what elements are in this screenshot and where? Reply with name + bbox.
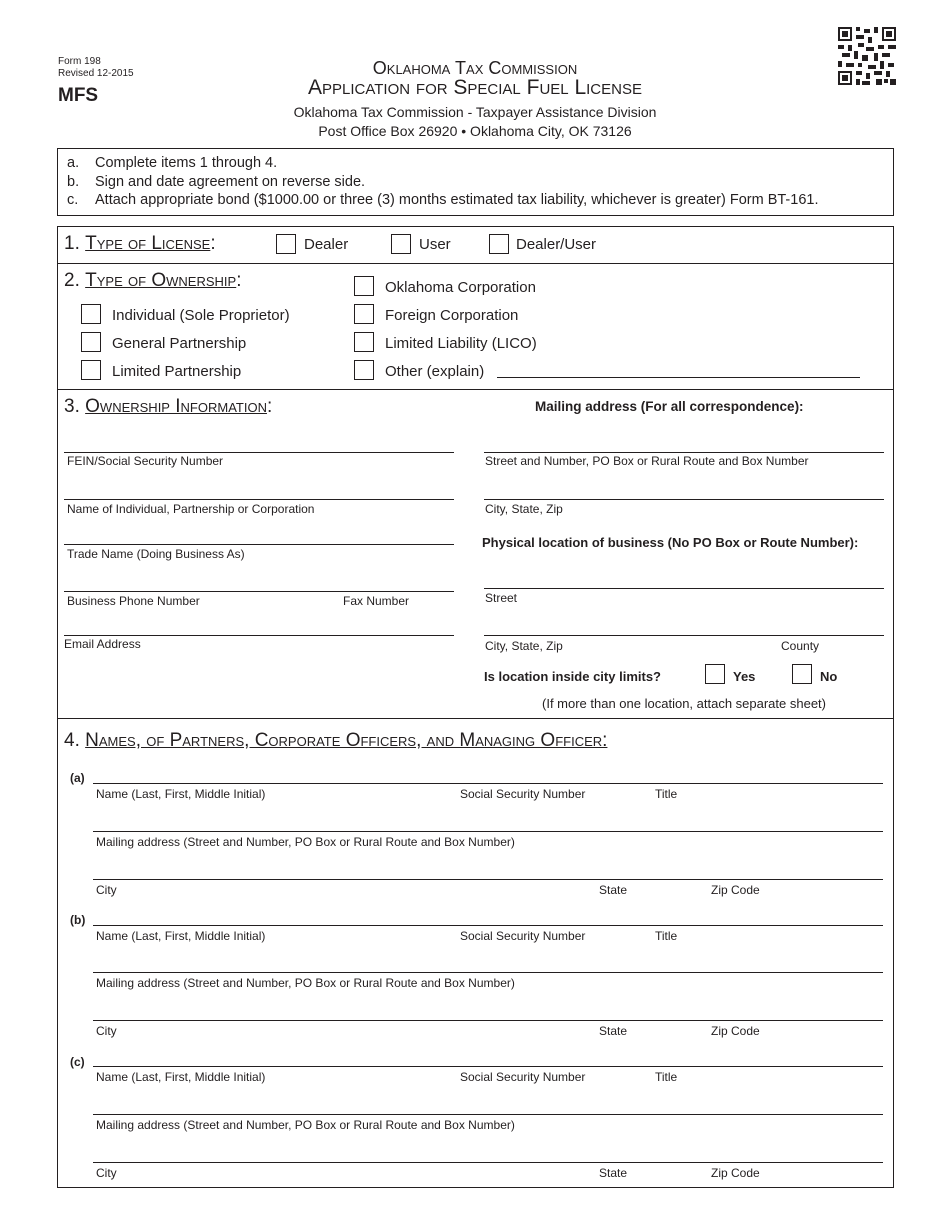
form-number: Form 198 (58, 56, 101, 67)
entry-b-marker: (b) (70, 913, 86, 927)
entry-a-name-label: Name (Last, First, Middle Initial) (96, 787, 266, 801)
foreign-corporation-label: Foreign Corporation (385, 307, 519, 324)
dealer-user-label: Dealer/User (516, 236, 597, 253)
divider (57, 263, 893, 264)
entry-b-name-label: Name (Last, First, Middle Initial) (96, 929, 266, 943)
entry-c-city-field[interactable] (93, 1162, 883, 1163)
entry-a-ssn-label: Social Security Number (460, 787, 586, 801)
entry-a-name-field[interactable] (93, 783, 883, 784)
entry-c-zip-label: Zip Code (711, 1166, 760, 1180)
entry-c-name-label: Name (Last, First, Middle Initial) (96, 1070, 266, 1084)
other-label: Other (explain) (385, 363, 485, 380)
phone-fax-field[interactable] (64, 591, 454, 592)
entry-a-mailing-field[interactable] (93, 831, 883, 832)
instruction-item: a. Complete items 1 through 4. (67, 155, 278, 171)
mailing-street-field[interactable] (484, 452, 884, 453)
dealer-label: Dealer (304, 236, 349, 253)
entry-c-state-label: State (599, 1166, 628, 1180)
email-field[interactable] (64, 635, 454, 636)
city-limits-yes-checkbox[interactable] (705, 664, 725, 684)
entry-b-state-label: State (599, 1024, 628, 1038)
physical-street-field[interactable] (484, 588, 884, 589)
oklahoma-corporation-label: Oklahoma Corporation (385, 279, 536, 296)
name-field[interactable] (64, 499, 454, 500)
limited-liability-checkbox[interactable] (354, 332, 374, 352)
mailing-city-label: City, State, Zip (485, 502, 563, 516)
entry-a-city-field[interactable] (93, 879, 883, 880)
user-checkbox[interactable] (391, 234, 411, 254)
entry-b-city-label: City (96, 1024, 117, 1038)
entry-a-state-label: State (599, 883, 628, 897)
division-address: Post Office Box 26920 • Oklahoma City, OK 73126 (318, 123, 632, 139)
entry-c-title-label: Title (655, 1070, 678, 1084)
oklahoma-corporation-checkbox[interactable] (354, 276, 374, 296)
mailing-street-label: Street and Number, PO Box or Rural Route and Box Number (485, 454, 809, 468)
entry-c-marker: (c) (70, 1055, 85, 1069)
physical-city-label: City, State, Zip (485, 639, 563, 653)
section1-heading: 1. Type of License: (64, 233, 216, 254)
form-code: MFS (58, 85, 99, 106)
general-partnership-checkbox[interactable] (81, 332, 101, 352)
limited-partnership-label: Limited Partnership (112, 363, 242, 380)
entry-c-mailing-label: Mailing address (Street and Number, PO Box or Rural Route and Box Number) (96, 1118, 515, 1132)
physical-street-label: Street (485, 591, 518, 605)
agency-name: Oklahoma Tax Commission (372, 58, 578, 78)
entry-b-name-field[interactable] (93, 925, 883, 926)
limited-partnership-checkbox[interactable] (81, 360, 101, 380)
dealer-user-checkbox[interactable] (489, 234, 509, 254)
section4-heading: 4. Names, of Partners, Corporate Officers, and Managing Officer: (64, 730, 608, 751)
foreign-corporation-checkbox[interactable] (354, 304, 374, 324)
entry-b-title-label: Title (655, 929, 678, 943)
section3-heading: 3. Ownership Information: (64, 396, 273, 417)
physical-city-field[interactable] (484, 635, 884, 636)
individual-label: Individual (Sole Proprietor) (112, 307, 290, 324)
entry-c-mailing-field[interactable] (93, 1114, 883, 1115)
instruction-item: c. Attach appropriate bond ($1000.00 or three (3) months estimated tax liability, whichever is greater) Form BT-161. (67, 192, 819, 208)
fein-field[interactable] (64, 452, 454, 453)
city-limits-question: Is location inside city limits? (484, 669, 661, 684)
general-partnership-label: General Partnership (112, 335, 247, 352)
name-label: Name of Individual, Partnership or Corporation (67, 502, 315, 516)
trade-name-label: Trade Name (Doing Business As) (67, 547, 245, 561)
revision-date: Revised 12-2015 (58, 68, 134, 79)
city-limits-no-label: No (820, 669, 838, 684)
other-explain-field[interactable] (497, 377, 860, 378)
division-name: Oklahoma Tax Commission - Taxpayer Assistance Division (293, 104, 657, 120)
instructions-list (67, 154, 818, 210)
trade-name-field[interactable] (64, 544, 454, 545)
other-checkbox[interactable] (354, 360, 374, 380)
phone-label: Business Phone Number (67, 594, 200, 608)
entry-a-city-label: City (96, 883, 117, 897)
individual-checkbox[interactable] (81, 304, 101, 324)
instruction-item: b. Sign and date agreement on reverse side. (67, 173, 366, 190)
city-limits-yes-label: Yes (733, 669, 756, 684)
form-title: Application for Special Fuel License (308, 76, 642, 99)
entry-b-zip-label: Zip Code (711, 1024, 760, 1038)
divider (57, 389, 893, 390)
entry-a-title-label: Title (655, 787, 678, 801)
multiple-location-note: (If more than one location, attach separate sheet) (542, 696, 827, 711)
entry-a-marker: (a) (70, 771, 85, 785)
mailing-address-heading: Mailing address (For all correspondence): (535, 399, 804, 414)
user-label: User (419, 236, 451, 253)
county-label: County (781, 639, 820, 653)
entry-b-ssn-label: Social Security Number (460, 929, 586, 943)
dealer-checkbox[interactable] (276, 234, 296, 254)
entry-a-mailing-label: Mailing address (Street and Number, PO Box or Rural Route and Box Number) (96, 835, 515, 849)
divider (57, 718, 893, 719)
fein-label: FEIN/Social Security Number (67, 454, 224, 468)
entry-a-zip-label: Zip Code (711, 883, 760, 897)
fax-label: Fax Number (343, 594, 410, 608)
limited-liability-label: Limited Liability (LICO) (385, 335, 537, 352)
entry-b-mailing-field[interactable] (93, 972, 883, 973)
qr-code-icon (838, 27, 896, 85)
entry-c-city-label: City (96, 1166, 117, 1180)
entry-b-mailing-label: Mailing address (Street and Number, PO Box or Rural Route and Box Number) (96, 976, 515, 990)
entry-c-name-field[interactable] (93, 1066, 883, 1067)
mailing-city-field[interactable] (484, 499, 884, 500)
email-label: Email Address (64, 637, 141, 651)
entry-c-ssn-label: Social Security Number (460, 1070, 586, 1084)
physical-location-heading: Physical location of business (No PO Box or Route Number): (482, 535, 859, 550)
section2-heading: 2. Type of Ownership: (64, 270, 242, 291)
entry-b-city-field[interactable] (93, 1020, 883, 1021)
city-limits-no-checkbox[interactable] (792, 664, 812, 684)
